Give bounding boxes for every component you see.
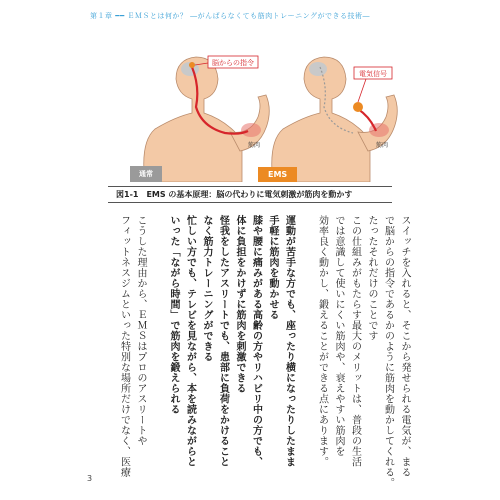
text-column: この仕組みがもたらす最大のメリットは、普段の生活 [349,215,361,467]
text-column: 膝や腰に痛みがある高齢の方やリハビリ中の方でも、 [250,215,262,467]
tag-ems: EMS [258,167,297,182]
callout-electric-signal: 電気信号 [359,70,387,78]
caption-rule-top [108,186,392,187]
muscle-label-left: 筋肉 [248,142,261,149]
figure-normal-panel [130,47,277,182]
figure-ems-panel [258,47,405,182]
text-column: スイッチを入れると、そこから発せられる電気が、まる [399,215,410,478]
tag-normal: 通常 [130,166,162,182]
caption-rule-bottom [108,202,392,203]
text-column: フィットネスジムといった特別な場所だけでなく、医療 [118,215,130,478]
text-column: では意識して使いにくい筋肉や、衰えやすい筋肉を [333,215,344,457]
body-illustration-normal [130,47,277,182]
text-column: 怪我をしたアスリートでも、患部に負荷をかけること [217,215,229,467]
body-illustration-ems [258,47,405,182]
figure-caption: 図1-1 EMS の基本原理：脳の代わりに電気刺激が筋肉を動かす [116,190,353,199]
text-column: 効率良く動かし、鍛えることができる点にあります。 [316,215,328,467]
callout-brain-signal: 脳からの指令 [212,59,254,67]
text-column: たったそれだけのことです [366,215,377,341]
text-column: で脳からの指令であるかのように筋肉を動かしてくれる。 [382,215,394,488]
text-column: なく筋力トレーニングができる [201,215,212,362]
text-column: 運動が苦手な方でも、座ったり横になったりしたまま [283,215,295,467]
text-column: こうした理由から、ＥＭＳはプロのアスリートや [135,215,146,446]
text-column: いった「ながら時間」で筋肉を鍛えられる [168,215,179,415]
page-number: 3 [87,474,93,483]
text-column: 体に負担をかけずに筋肉を刺激できる [234,215,245,394]
text-column: 手軽に筋肉を動かせる [267,215,278,320]
text-column: 忙しい方でも、テレビを見ながら、本を読みながらと [184,215,196,467]
muscle-label-right: 筋肉 [376,142,389,149]
chapter-header: 第１章 ━━ ＥＭＳとは何か？ ―がんばらなくても筋肉トレーニングができる技術― [90,12,370,20]
